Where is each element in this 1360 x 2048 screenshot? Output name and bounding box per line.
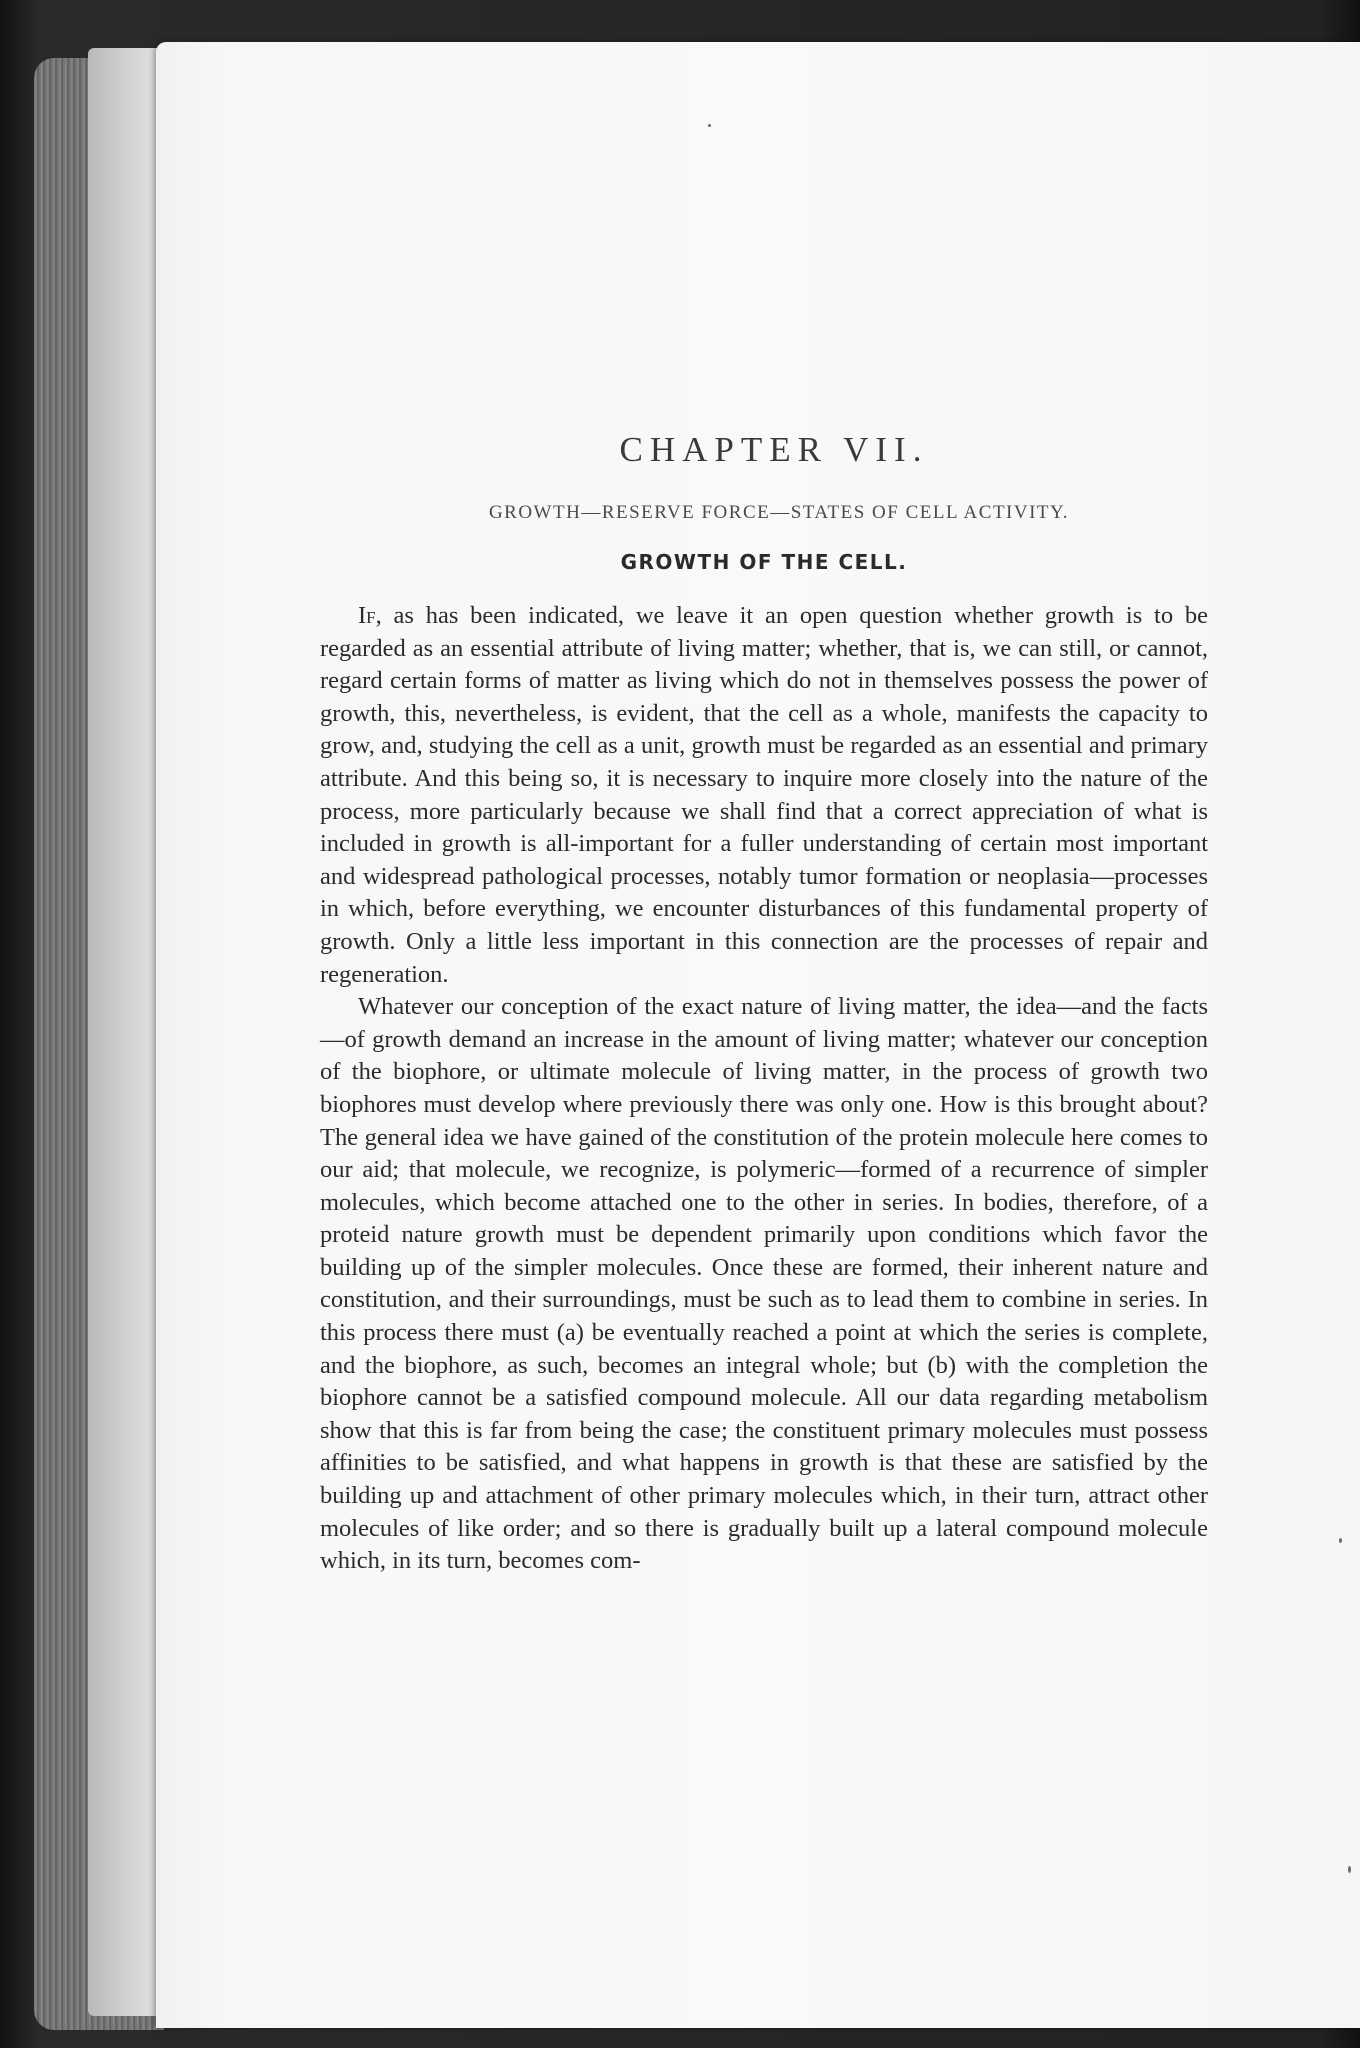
- dust-speck: [1339, 1538, 1342, 1543]
- dust-speck: [708, 124, 711, 127]
- chapter-title: CHAPTER VII.: [619, 430, 929, 469]
- paragraph-text: Whatever our conception of the exact nature of living matter, the idea—and the facts—of growth demand an increase in the amount of living matter; whatever our conception of the biophore, or ultimate molecule of living matter, in the process of growth two biophores must develop where previously there was only one. How is this brought about? The general idea we have gained of the constitution of the protein molecule here comes to our aid; that molecule, we recognize, is polymeric—formed of a recurrence of simpler molecules, which become attached one to the other in series. In bodies, therefore, of a proteid nature growth must be dependent primarily upon conditions which favor the building up of the simpler molecules. Once these are formed, their inherent nature and constitution, and their surroundings, must be such as to lead them to combine in series. In this process there must (a) be eventually reached a point at which the series is complete, and the biophore, as such, becomes an integral whole; but (b) with the completion the biophore cannot be a satisfied compound molecule. All our data regarding metabolism show that this is far from being the case; the constituent primary molecules must possess affinities to be satisfied, and what happens in growth is that these are satisfied by the building up and attachment of other primary molecules which, in their turn, attract other molecules of like order; and so there is gradually built up a lateral compound molecule which, in its turn, becomes com-: [320, 993, 1208, 1575]
- dust-speck: [1348, 1866, 1351, 1873]
- paragraph-text: , as has been indicated, we leave it an open question whether growth is to be regarded as an essential attribute of living matter; whether, that is, we can still, or cannot, regard certain forms of matter as living which do not in themselves possess the power of growth, this, nevertheless, is evident, that the cell as a whole, manifests the capacity to grow, and, studying the cell as a unit, growth must be regarded as an essential and primary attribute. And this being so, it is necessary to inquire more closely into the nature of the process, more particularly because we shall find that a correct appreciation of what is included in growth is all-important for a fuller understanding of certain most important and widespread pathological processes, notably tumor formation or neoplasia—processes in which, before everything, we encounter disturbances of this fundamental property of growth. Only a little less important in this connection are the processes of repair and regeneration.: [320, 602, 1208, 988]
- body-paragraph-1: [320, 600, 1208, 991]
- page-content: [320, 430, 1208, 1578]
- paragraph-lead-word: If: [358, 602, 376, 629]
- section-heading: GROWTH OF THE CELL.: [620, 550, 908, 574]
- chapter-subtitle: GROWTH—RESERVE FORCE—STATES OF CELL ACTIVITY.: [488, 502, 1070, 523]
- body-paragraph-2: [320, 991, 1208, 1578]
